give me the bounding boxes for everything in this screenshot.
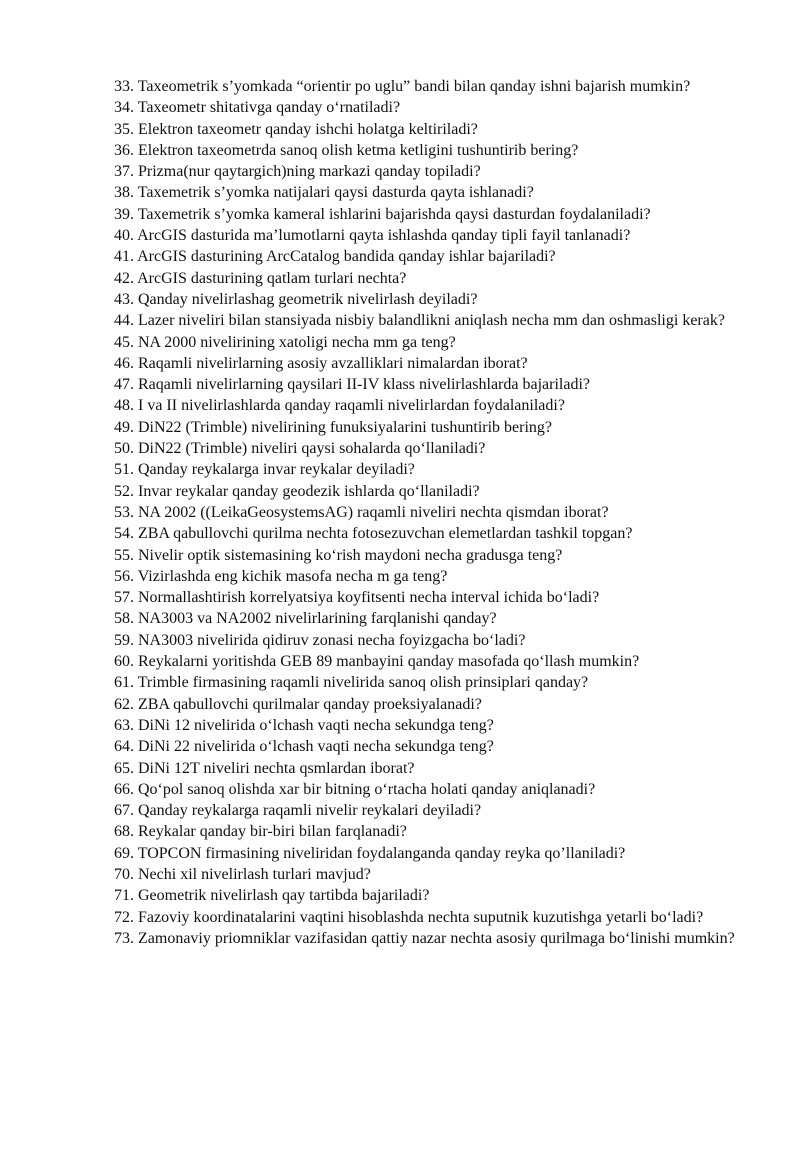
- question-55: 55. Nivelir optik sistemasining ko‘rish maydoni necha gradusga teng?: [114, 546, 563, 564]
- question-57: 57. Normallashtirish korrelyatsiya koyfitsenti necha interval ichida bo‘ladi?: [114, 589, 600, 607]
- question-34: 34. Taxeometr shitativga qanday o‘rnatiladi?: [114, 99, 401, 117]
- question-66: 66. Qo‘pol sanoq olishda xar bir bitning o‘rtacha holati qanday aniqlanadi?: [114, 780, 596, 798]
- question-33: 33. Taxeometrik s’yomkada “orientir po uglu” bandi bilan qanday ishni bajarish mumkin?: [114, 78, 691, 95]
- question-36: 36. Elektron taxeometrda sanoq olish ketma ketligini tushuntirib bering?: [114, 141, 579, 159]
- question-58: 58. NA3003 va NA2002 nivelirlarining farqlanishi qanday?: [114, 610, 497, 628]
- question-52: 52. Invar reykalar qanday geodezik ishlarda qo‘llaniladi?: [114, 482, 480, 500]
- question-35: 35. Elektron taxeometr qanday ishchi holatga keltiriladi?: [114, 120, 478, 138]
- question-38: 38. Taxemetrik s’yomka natijalari qaysi dasturda qayta ishlanadi?: [114, 184, 534, 202]
- question-46: 46. Raqamli nivelirlarning asosiy avzalliklari nimalardan iborat?: [114, 354, 528, 372]
- question-71: 71. Geometrik nivelirlash qay tartibda bajariladi?: [114, 887, 430, 905]
- question-56: 56. Vizirlashda eng kichik masofa necha m ga teng?: [114, 567, 448, 585]
- question-63: 63. DiNi 12 nivelirida o‘lchash vaqti necha sekundga teng?: [114, 716, 494, 734]
- question-44: 44. Lazer niveliri bilan stansiyada nisbiy balandlikni aniqlash necha mm dan oshmasligi kerak?: [114, 312, 725, 330]
- question-69: 69. TOPCON firmasining niveliridan foydalanganda qanday reyka qo’llaniladi?: [114, 844, 626, 862]
- question-68: 68. Reykalar qanday bir-biri bilan farqlanadi?: [114, 823, 407, 841]
- question-37: 37. Prizma(nur qaytargich)ning markazi qanday topiladi?: [114, 163, 481, 181]
- document-page: [114, 76, 742, 949]
- question-59: 59. NA3003 nivelirida qidiruv zonasi necha foyizgacha bo‘ladi?: [114, 631, 526, 649]
- question-50: 50. DiN22 (Trimble) niveliri qaysi sohalarda qo‘llaniladi?: [114, 440, 486, 458]
- question-42: 42. ArcGIS dasturining qatlam turlari nechta?: [114, 269, 407, 287]
- question-53: 53. NA 2002 ((LeikaGeosystemsAG) raqamli niveliri nechta qismdan iborat?: [114, 503, 609, 521]
- question-70: 70. Nechi xil nivelirlash turlari mavjud?: [114, 865, 371, 883]
- question-45: 45. NA 2000 nivelirining xatoligi necha mm ga teng?: [114, 333, 456, 351]
- question-51: 51. Qanday reykalarga invar reykalar deyiladi?: [114, 461, 415, 479]
- question-60: 60. Reykalarni yoritishda GEB 89 manbayini qanday masofada qo‘llash mumkin?: [114, 653, 640, 671]
- question-62: 62. ZBA qabullovchi qurilmalar qanday proeksiyalanadi?: [114, 695, 482, 713]
- question-72: 72. Fazoviy koordinatalarini vaqtini hisoblashda nechta suputnik kuzutishga yetarli bo‘ladi?: [114, 908, 704, 926]
- question-65: 65. DiNi 12T niveliri nechta qsmlardan iborat?: [114, 759, 415, 777]
- question-40: 40. ArcGIS dasturida ma’lumotlarni qayta ishlashda qanday tipli fayil tanlanadi?: [114, 227, 631, 245]
- question-64: 64. DiNi 22 nivelirida o‘lchash vaqti necha sekundga teng?: [114, 738, 494, 756]
- question-49: 49. DiN22 (Trimble) nivelirining funuksiyalarini tushuntirib bering?: [114, 418, 553, 436]
- question-54: 54. ZBA qabullovchi qurilma nechta fotosezuvchan elemetlardan tashkil topgan?: [114, 525, 633, 543]
- question-61: 61. Trimble firmasining raqamli nivelirida sanoq olish prinsiplari qanday?: [114, 674, 589, 692]
- question-48: 48. I va II nivelirlashlarda qanday raqamli nivelirlardan foydalaniladi?: [114, 397, 565, 415]
- question-39: 39. Taxemetrik s’yomka kameral ishlarini bajarishda qaysi dasturdan foydalaniladi?: [114, 205, 651, 223]
- question-41: 41. ArcGIS dasturining ArcCatalog bandida qanday ishlar bajariladi?: [114, 248, 556, 266]
- question-73: 73. Zamonaviy priomniklar vazifasidan qattiy nazar nechta asosiy qurilmaga bo‘linishi mumkin?: [114, 929, 735, 947]
- question-43: 43. Qanday nivelirlashag geometrik nivelirlash deyiladi?: [114, 290, 478, 308]
- question-67: 67. Qanday reykalarga raqamli nivelir reykalari deyiladi?: [114, 802, 482, 820]
- question-47: 47. Raqamli nivelirlarning qaysilari II-IV klass nivelirlashlarda bajariladi?: [114, 376, 590, 394]
